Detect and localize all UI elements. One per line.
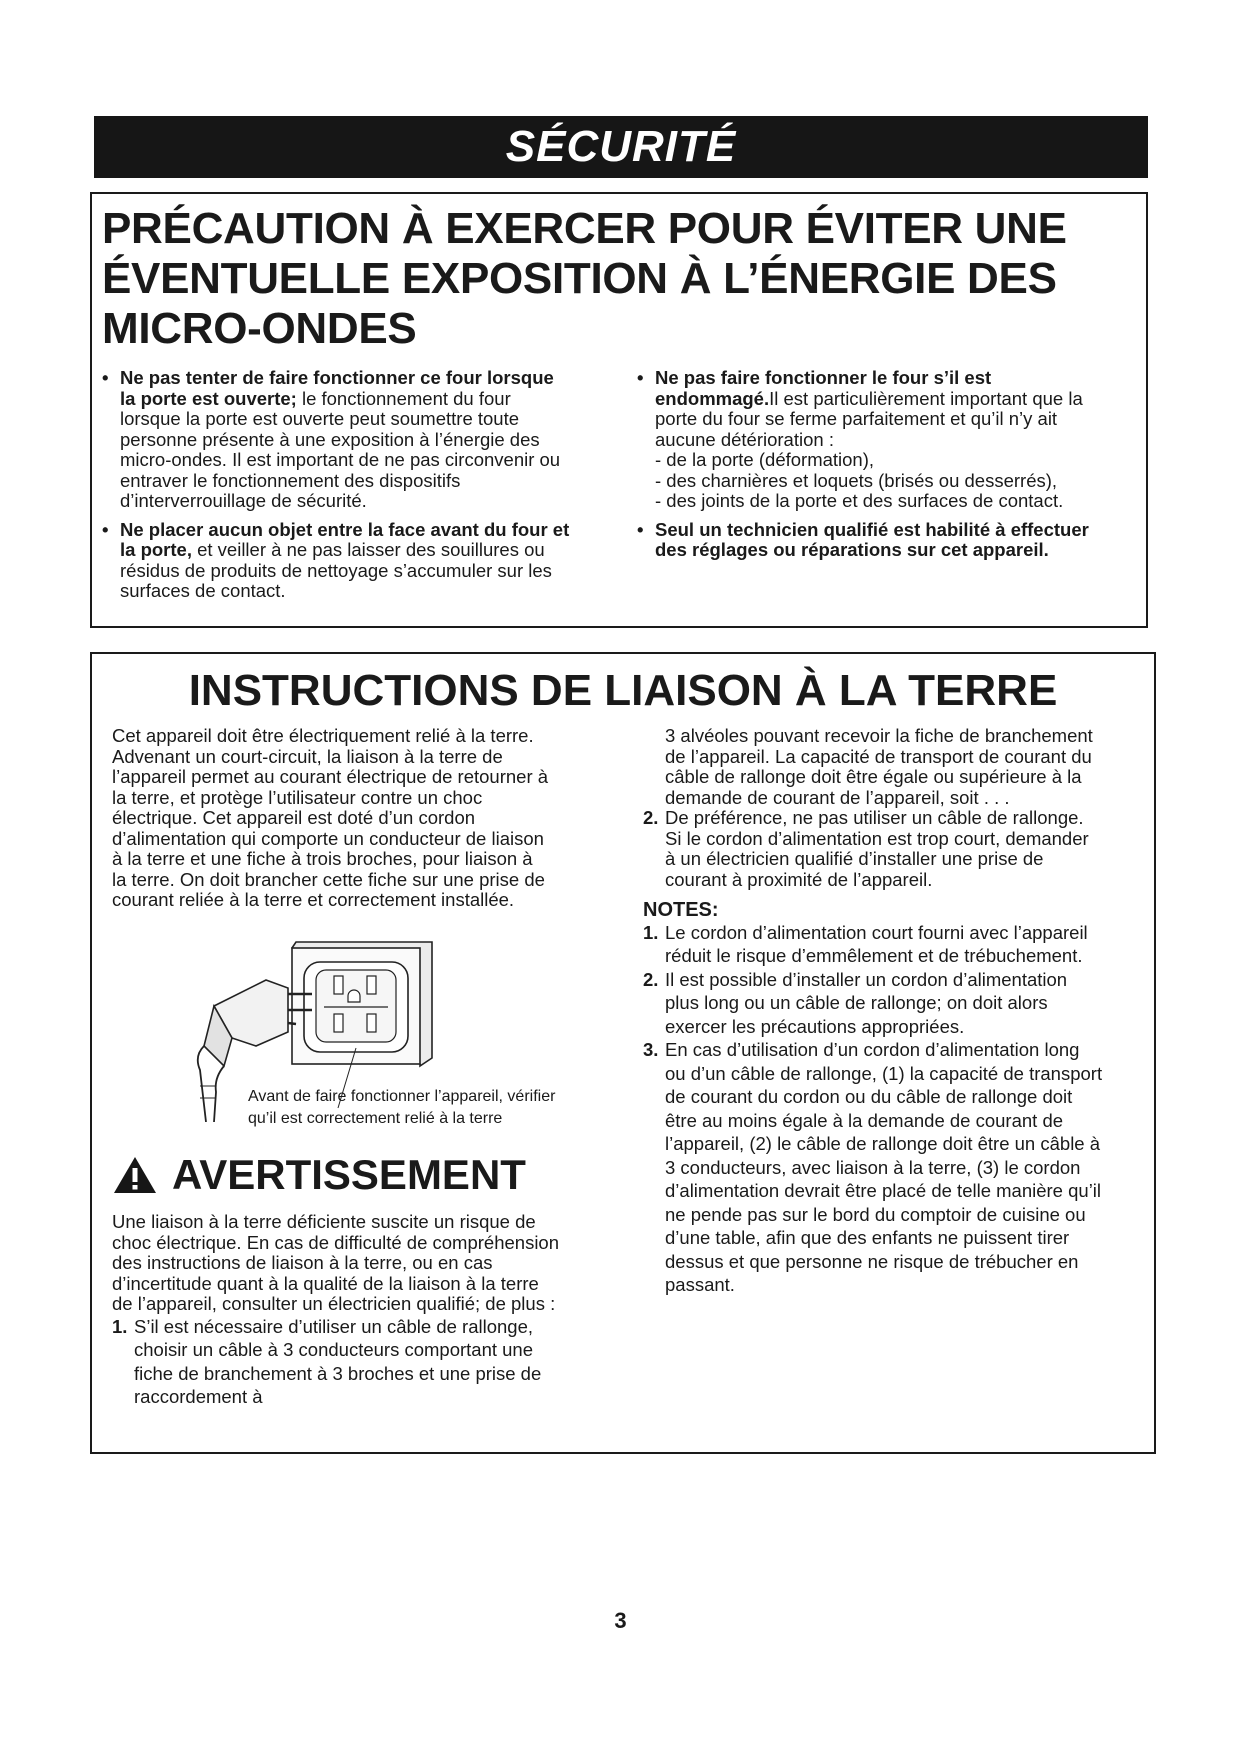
damage-item-2: - des charnières et loquets (brisés ou desserrés), (655, 469, 1058, 491)
note-2-number: 2. (643, 968, 659, 990)
precaution-bullet-4 (637, 520, 1099, 561)
precaution-bullet-1-bold: Ne pas tenter de faire fonctionner ce four lorsque la porte est ouverte; (120, 367, 554, 409)
precaution-bullet-2-bold: Ne placer aucun objet entre la face avant du four et la porte, (120, 518, 570, 560)
precaution-bullet-3-text: Il est particulièrement important que la porte du four se ferme parfaitement et qu’il n’y ait aucune détérioration : (655, 387, 1083, 450)
grounding-item-1-continued: 3 alvéoles pouvant recevoir la fiche de branchement de l’appareil. La capacité de transport de courant du câble de rallonge doit être égale ou supérieure à la demande de courant de l’appareil, soit . . . (665, 725, 1093, 808)
warning-block (112, 1212, 560, 1409)
note-3-number: 3. (643, 1039, 659, 1060)
grounding-box (90, 652, 1156, 1454)
grounding-item-1-text: S’il est nécessaire d’utiliser un câble de rallonge, choisir un câble à 3 conducteurs comportant une fiche de branchement à 3 broches et une prise de raccordement à (134, 1315, 542, 1407)
precaution-heading (102, 204, 1122, 354)
bullet-icon: • (102, 518, 109, 540)
damage-item-1: - de la porte (déformation), (655, 449, 875, 470)
plug-caption-line-2: qu’il est correctement relié à la terre (248, 1110, 503, 1127)
note-3-text: En cas d’utilisation d’un cordon d’alimentation long ou d’un câble de rallonge, (1) la capacité de transport de courant du cordon ou du câble de rallonge doit être au moins égale à la demande de courant de l’appareil, (2) le câble de rallonge doit être un câble à 3 conducteurs, avec liaison à la terre, (3) le cordon d’alimentation devrait être placé de telle manière qu’il ne pende pas sur le bord du comptoir de cuisine ou d’une table, afin que des enfants ne puissent tirer dessus et que personne ne risque de trébucher en passant. (665, 1039, 1103, 1295)
page-number: 3 (614, 1608, 627, 1633)
note-1 (643, 921, 1103, 968)
grounding-item-2-text: De préférence, ne pas utiliser un câble de rallonge. Si le cordon d’alimentation est trop court, demander à un électricien qualifié d’installer une prise de courant à proximité de l’appareil. (665, 807, 1089, 890)
precaution-bullet-2 (102, 520, 570, 602)
precaution-bullet-4-bold: Seul un technicien qualifié est habilité à effectuer des réglages ou réparations sur cet appareil. (655, 518, 1089, 560)
warning-triangle-icon (112, 1155, 158, 1195)
precaution-left-column (102, 368, 570, 610)
grounding-item-1 (112, 1315, 560, 1409)
precaution-bullet-3-bold: Ne pas faire fonctionner le four s’il est endommagé. (655, 367, 992, 409)
grounding-item-2 (643, 808, 1103, 890)
warning-title-text: AVERTISSEMENT (172, 1151, 526, 1198)
precaution-heading-line-2: ÉVENTUELLE EXPOSITION À L’ÉNERGIE DES (102, 254, 1057, 303)
precaution-bullet-3 (637, 368, 1099, 512)
damage-item-3: - des joints de la porte et des surfaces de contact. (655, 490, 1064, 511)
notes-title: NOTES: (643, 899, 719, 921)
grounding-heading: INSTRUCTIONS DE LIAISON À LA TERRE (188, 666, 1058, 715)
precaution-bullet-1 (102, 368, 570, 512)
note-1-text: Le cordon d’alimentation court fourni avec l’appareil réduit le risque d’emmêlement et de trébuchement. (665, 921, 1088, 966)
grounding-intro: Cet appareil doit être électriquement relié à la terre. Advenant un court-circuit, la liaison à la terre de l’appareil permet au courant électrique de retourner à la terre, et protège l’utilisateur contre un choc électrique. Cet appareil est doté d’un cordon d’alimentation qui comporte un conducteur de liaison à la terre et une fiche à trois broches, pour liaison à la terre. On doit brancher cette fiche sur une prise de courant reliée à la terre et correctement installée. (112, 725, 549, 910)
precaution-bullet-1-text: le fonctionnement du four lorsque la porte est ouverte peut soumettre toute personne présente à une exposition à l’énergie des micro-ondes. Il est important de ne pas circonvenir ou entraver le fonctionnement des dispositifs d’interverrouillage de sécurité. (120, 387, 561, 511)
grounding-item-1-number: 1. (112, 1315, 128, 1337)
precaution-heading-line-1: PRÉCAUTION À EXERCER POUR ÉVITER UNE (102, 204, 1067, 253)
precaution-heading-line-3: MICRO-ONDES (102, 304, 417, 353)
grounding-right-column (643, 726, 1103, 1297)
bullet-icon: • (637, 367, 644, 388)
note-3 (643, 1038, 1103, 1297)
precaution-box (90, 192, 1148, 628)
note-2 (643, 968, 1103, 1039)
precaution-right-column (637, 368, 1099, 569)
warning-title (112, 1152, 526, 1198)
warning-text: Une liaison à la terre déficiente suscite un risque de choc électrique. En cas de difficulté de compréhension des instructions de liaison à la terre, ou en cas d’incertitude quant à la qualité de la liaison à la terre de l’appareil, consulter un électricien qualifié; de plus : (112, 1211, 560, 1314)
grounding-item-2-number: 2. (643, 807, 659, 828)
plug-caption (248, 1086, 555, 1130)
bullet-icon: • (637, 518, 644, 540)
bullet-icon: • (102, 367, 109, 388)
note-1-number: 1. (643, 921, 659, 943)
section-banner: SÉCURITÉ (94, 116, 1148, 178)
plug-caption-line-1: Avant de faire fonctionner l’appareil, vérifier (248, 1088, 556, 1105)
precaution-bullet-2-text: et veiller à ne pas laisser des souillures ou résidus de produits de nettoyage s’accumuler sur les surfaces de contact. (120, 539, 552, 601)
note-2-text: Il est possible d’installer un cordon d’alimentation plus long ou un câble de rallonge; on doit alors exercer les précautions appropriées. (665, 968, 1068, 1037)
